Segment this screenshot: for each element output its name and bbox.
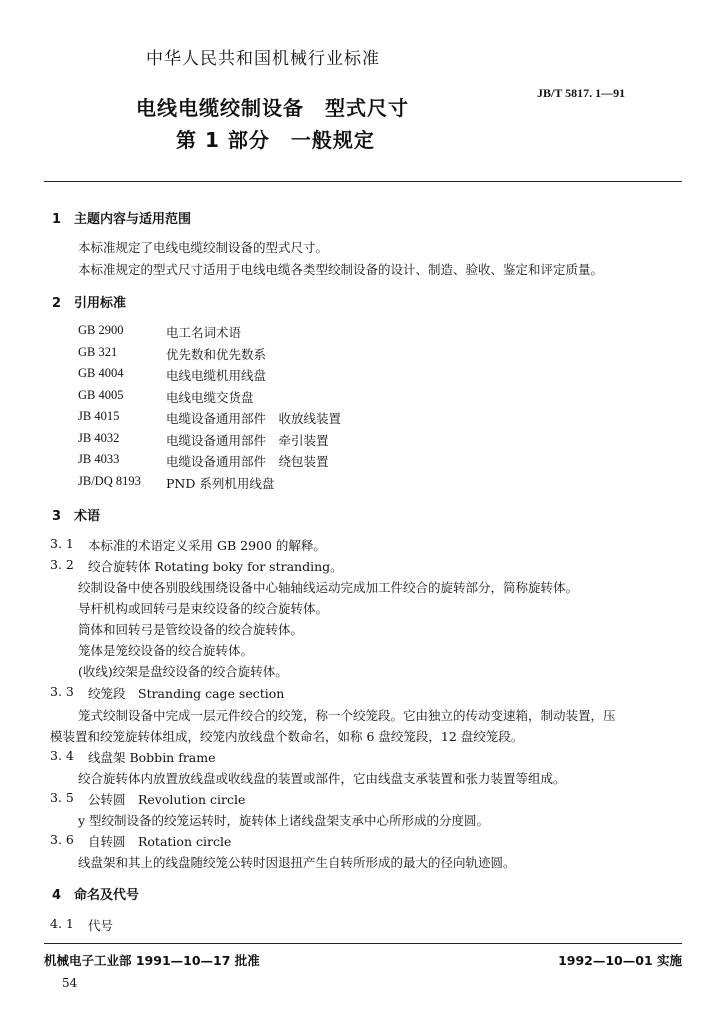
clause-text: 线盘架 Bobbin frame bbox=[88, 750, 216, 765]
clause-text: 本标准的术语定义采用 GB 2900 的解释。 bbox=[88, 538, 326, 553]
clause-text: 代号 bbox=[88, 918, 114, 933]
section-1-heading: 1 主题内容与适用范围 bbox=[52, 212, 192, 227]
clause-paragraph: 模装置和绞笼旋转体组成，绞笼内放线盘个数命名，如称 6 盘绞笼段，12 盘绞笼段。 bbox=[50, 729, 524, 744]
footer-rule bbox=[44, 943, 682, 944]
clause-number: 4. 1 bbox=[50, 916, 74, 931]
section-3-heading: 3 术语 bbox=[52, 509, 101, 524]
reference-code: JB 4032 bbox=[78, 431, 120, 445]
reference-title: 电工名词术语 bbox=[166, 325, 242, 340]
clause-text: 自转圆 Rotation circle bbox=[88, 834, 232, 849]
reference-title: 电线电缆机用线盘 bbox=[166, 368, 267, 383]
clause-text: 绞笼段 Stranding cage section bbox=[88, 686, 285, 701]
clause-number: 3. 4 bbox=[50, 748, 74, 763]
clause-paragraph: 笼式绞制设备中完成一层元件绞合的绞笼，称一个绞笼段。它由独立的传动变速箱，制动装置，压 bbox=[78, 708, 616, 723]
section-4-heading: 4 命名及代号 bbox=[52, 888, 140, 903]
section-1-paragraph-2: 本标准规定的型式尺寸适用于电线电缆各类型绞制设备的设计、制造、验收、鉴定和评定质量。 bbox=[78, 262, 604, 277]
implementation-date: 1992—10—01 实施 bbox=[558, 953, 682, 968]
clause-number: 3. 5 bbox=[50, 790, 74, 805]
reference-code: GB 2900 bbox=[78, 323, 124, 337]
header-rule bbox=[44, 181, 682, 182]
reference-code: JB/DQ 8193 bbox=[78, 474, 141, 488]
section-2-heading: 2 引用标准 bbox=[52, 296, 127, 311]
reference-title: PND 系列机用线盘 bbox=[166, 476, 275, 491]
reference-code: GB 4004 bbox=[78, 366, 124, 380]
page-number: 54 bbox=[62, 976, 78, 990]
ministry-standard-title: 中华人民共和国机械行业标准 bbox=[146, 49, 380, 69]
clause-text: 绞合旋转体 Rotating boky for stranding。 bbox=[88, 559, 343, 574]
clause-paragraph: 筒体和回转弓是管绞设备的绞合旋转体。 bbox=[78, 622, 304, 637]
reference-code: JB 4033 bbox=[78, 452, 120, 466]
reference-title: 电缆设备通用部件 收放线装置 bbox=[166, 411, 342, 426]
clause-number: 3. 3 bbox=[50, 684, 74, 699]
section-1-paragraph-1: 本标准规定了电线电缆绞制设备的型式尺寸。 bbox=[78, 240, 329, 255]
clause-paragraph: 绞制设备中使各别股线围绕设备中心轴轴线运动完成加工件绞合的旋转部分，简称旋转体。 bbox=[78, 580, 579, 595]
clause-paragraph: 导杆机构或回转弓是束绞设备的绞合旋转体。 bbox=[78, 601, 329, 616]
reference-code: JB 4015 bbox=[78, 409, 120, 423]
clause-paragraph: (收线)绞架是盘绞设备的绞合旋转体。 bbox=[78, 664, 288, 679]
reference-title: 电缆设备通用部件 绕包装置 bbox=[166, 454, 329, 469]
clause-number: 3. 2 bbox=[50, 557, 74, 572]
reference-title: 电缆设备通用部件 牵引装置 bbox=[166, 433, 329, 448]
document-title-line1: 电线电缆绞制设备 型式尺寸 bbox=[136, 96, 409, 120]
reference-title: 电线电缆交货盘 bbox=[166, 390, 254, 405]
reference-code: GB 321 bbox=[78, 345, 118, 359]
standard-number: JB/T 5817. 1—91 bbox=[537, 86, 626, 100]
clause-number: 3. 6 bbox=[50, 832, 74, 847]
clause-text: 公转圆 Revolution circle bbox=[88, 792, 246, 807]
reference-title: 优先数和优先数系 bbox=[166, 347, 267, 362]
reference-code: GB 4005 bbox=[78, 388, 124, 402]
clause-paragraph: 线盘架和其上的线盘随绞笼公转时因退扭产生自转所形成的最大的径向轨迹圆。 bbox=[78, 855, 516, 870]
approval-date: 机械电子工业部 1991—10—17 批准 bbox=[44, 953, 260, 968]
clause-paragraph: 绞合旋转体内放置放线盘或收线盘的装置或部件，它由线盘支承装置和张力装置等组成。 bbox=[78, 771, 566, 786]
document-title-line2: 第 1 部分 一般规定 bbox=[176, 128, 375, 152]
clause-number: 3. 1 bbox=[50, 536, 74, 551]
clause-paragraph: 笼体是笼绞设备的绞合旋转体。 bbox=[78, 643, 254, 658]
clause-paragraph: y 型绞制设备的绞笼运转时，旋转体上诸线盘架支承中心所形成的分度圆。 bbox=[78, 813, 490, 828]
